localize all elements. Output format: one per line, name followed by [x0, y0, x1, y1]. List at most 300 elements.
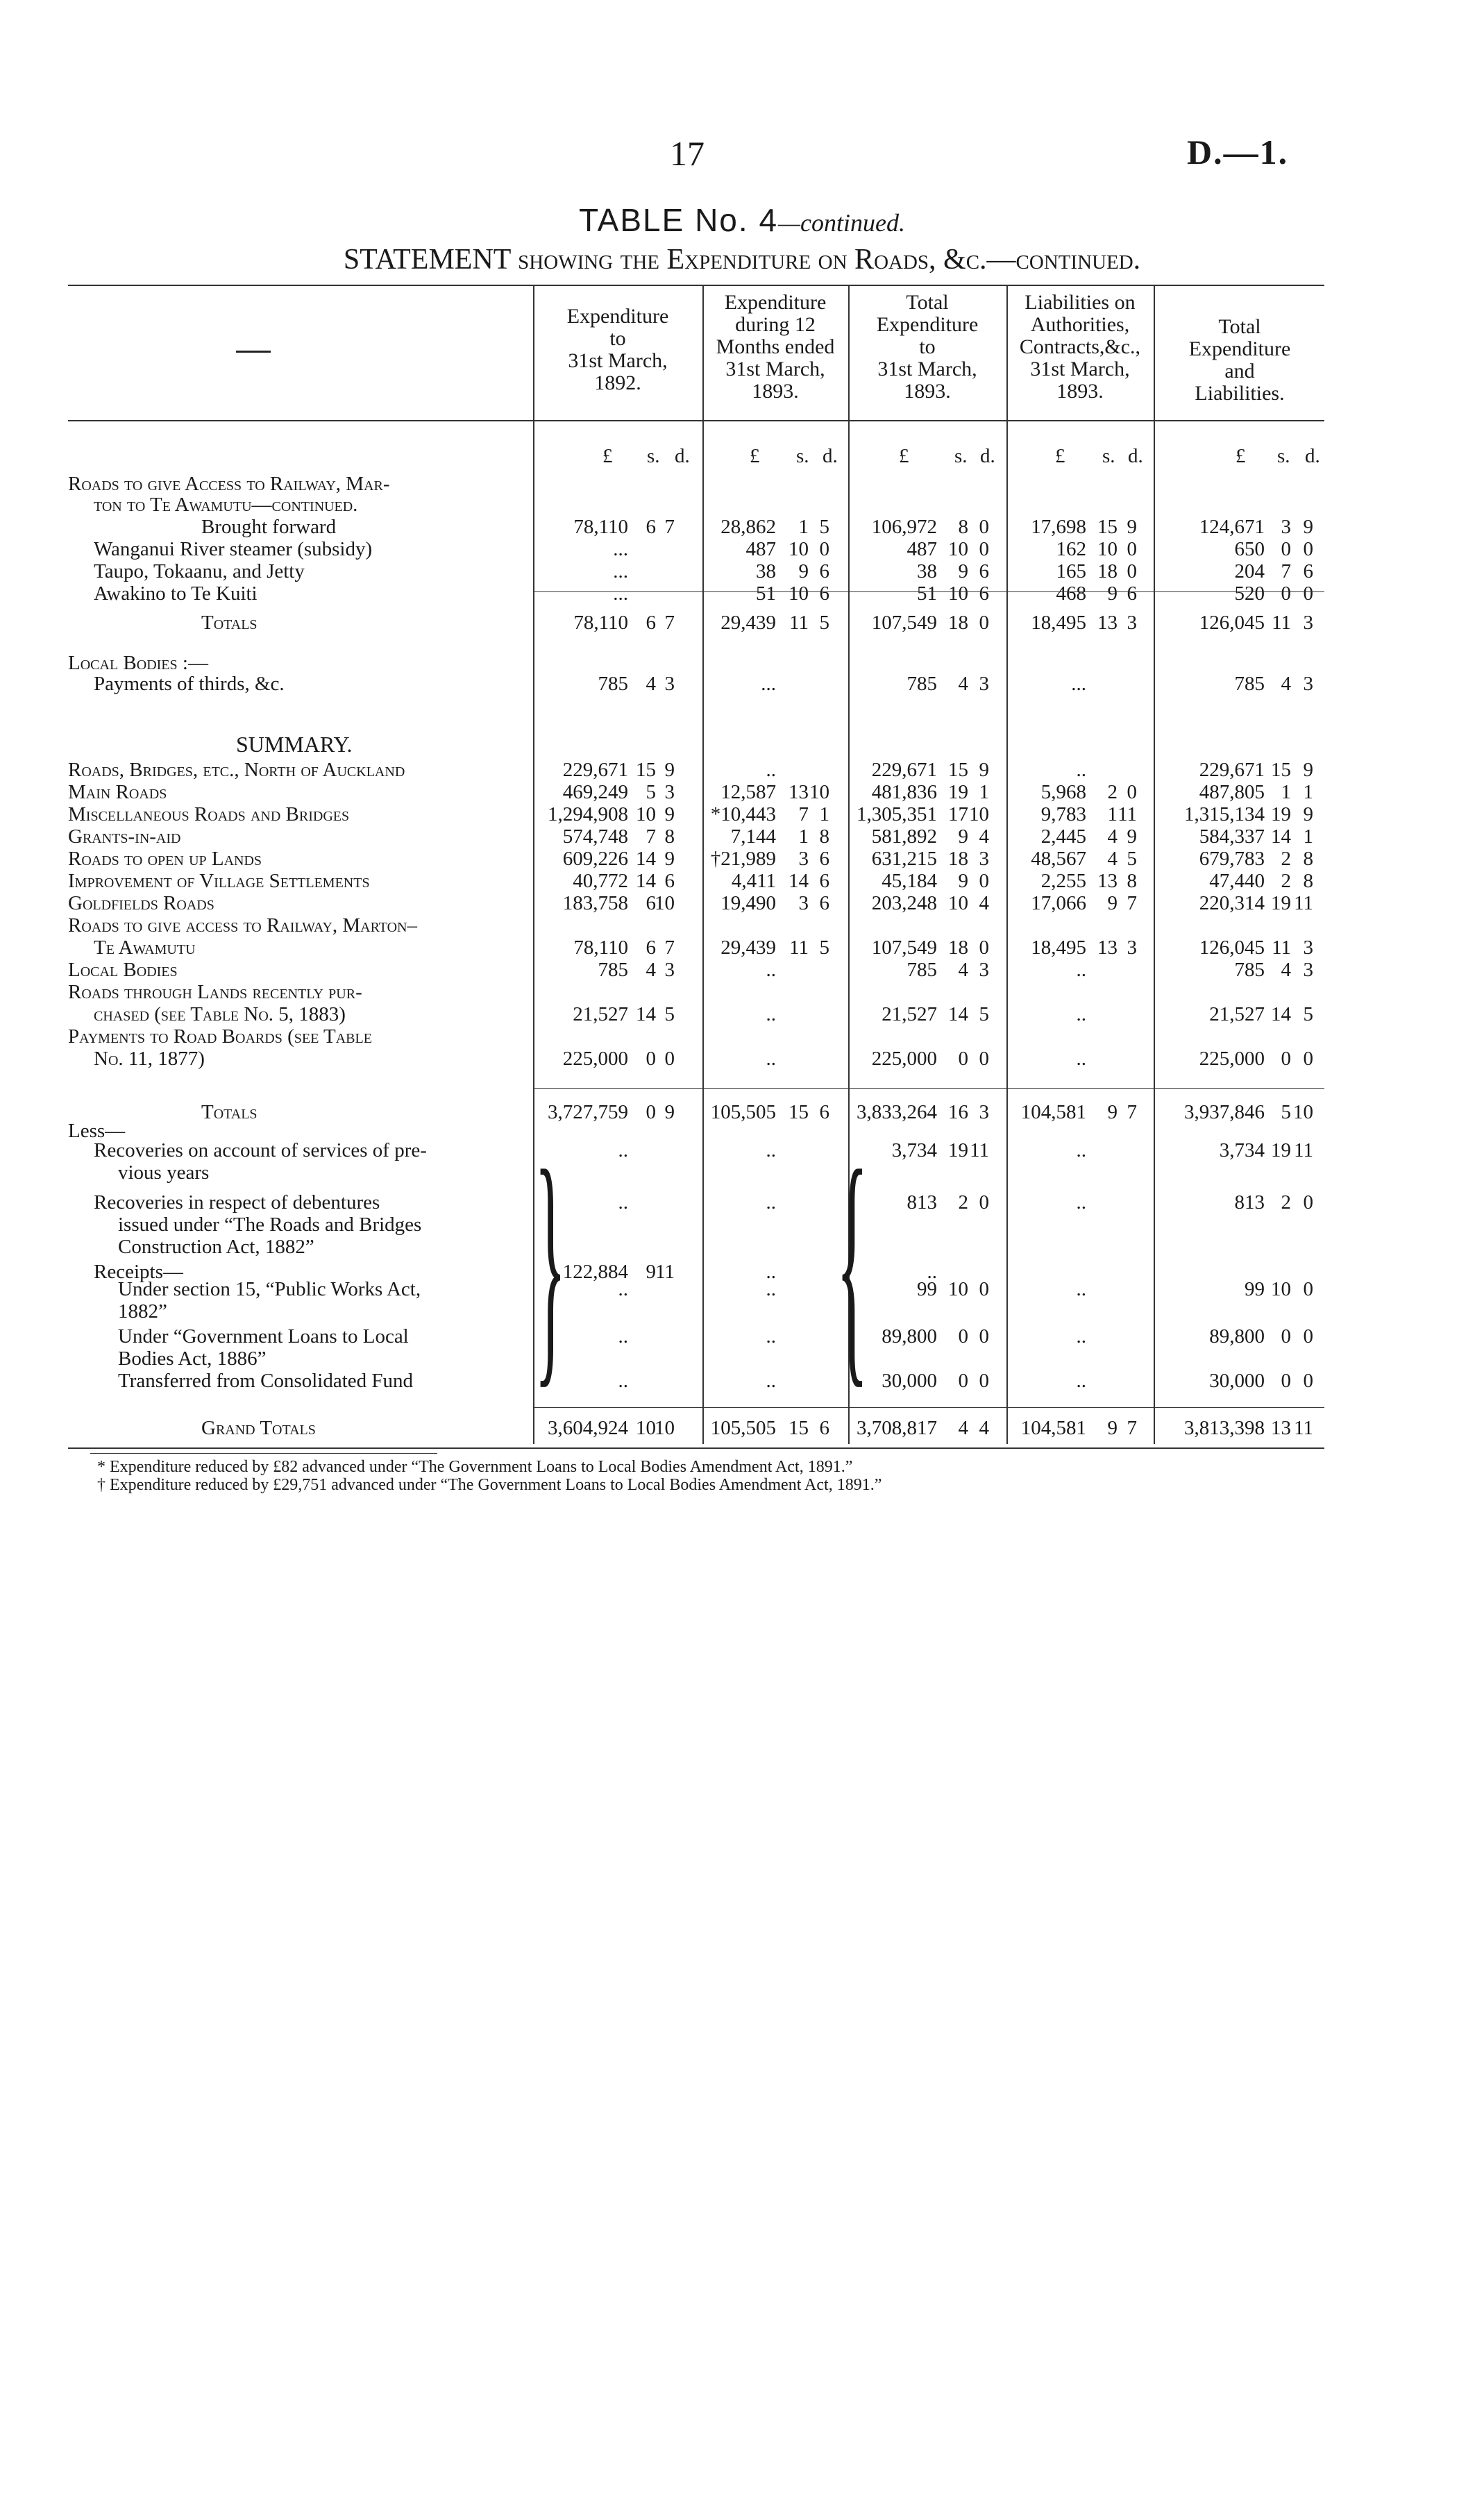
cell-pence: 10 [969, 803, 989, 825]
cell-pounds: 609,226 [562, 848, 628, 870]
cell-pounds: 17,066 [1031, 892, 1086, 914]
table-row [0, 1139, 1484, 1162]
cell-pounds: .. [766, 1048, 776, 1070]
cell-shillings: 9 [1107, 1417, 1118, 1439]
col4-h5: 1893. [1056, 380, 1104, 403]
cell-shillings: 0 [1281, 582, 1291, 605]
cell-pounds: 487 [907, 538, 937, 560]
cell-shillings: 13 [789, 781, 809, 803]
cell-pence: 8 [1303, 870, 1313, 892]
cell-pence: 0 [819, 538, 829, 560]
table-row [0, 847, 1484, 871]
col2-h1: Expenditure [724, 291, 827, 314]
cell-pence: 9 [1127, 825, 1137, 848]
cell-pounds: *10,443 [710, 803, 776, 825]
cell-shillings: 4 [646, 959, 656, 981]
row-label: Roads through Lands recently pur- [68, 981, 362, 1003]
cell-shillings: 19 [948, 781, 968, 803]
footnote-1: * Expenditure reduced by £82 advanced under “The Government Loans to Local Bodies Amendment Act, 1891.” [97, 1458, 853, 1476]
stub-dash [236, 351, 271, 353]
cell-shillings: 19 [1271, 1139, 1291, 1161]
cell-shillings: 4 [1281, 673, 1291, 695]
table-row [0, 1300, 1484, 1323]
cell-pounds: 1,315,134 [1184, 803, 1265, 825]
unit-l-4: £ [1055, 445, 1065, 467]
cell-pence: 8 [819, 825, 829, 848]
cell-pounds: 78,110 [573, 937, 628, 959]
row-label: Local Bodies :— [68, 652, 208, 674]
cell-pounds: .. [1076, 1003, 1086, 1025]
cell-pence: 9 [1127, 516, 1137, 538]
cell-shillings: 3 [798, 892, 809, 914]
cell-shillings: 11 [1272, 612, 1291, 634]
cell-pence: 8 [664, 825, 675, 848]
cell-pence: 3 [664, 781, 675, 803]
brace-left: } [534, 1117, 566, 1409]
cell-pence: 7 [1127, 892, 1137, 914]
cell-shillings: 9 [798, 560, 809, 582]
row-label: Less— [68, 1120, 126, 1142]
cell-shillings: 9 [958, 825, 968, 848]
cell-pounds: 78,110 [573, 612, 628, 634]
cell-pence: 3 [664, 959, 675, 981]
cell-shillings: 15 [1271, 759, 1291, 781]
cell-pence: 11 [1294, 892, 1313, 914]
cell-pounds: 487 [745, 538, 776, 560]
totals-rule-3 [534, 1407, 1324, 1408]
cell-pounds: 4,411 [731, 870, 776, 892]
cell-pounds: 225,000 [562, 1048, 628, 1070]
cell-pounds: 631,215 [871, 848, 937, 870]
row-label: Miscellaneous Roads and Bridges [68, 803, 350, 825]
cell-pounds: 220,314 [1199, 892, 1265, 914]
cell-pence: 3 [1303, 937, 1313, 959]
cell-pence: 11 [1294, 1139, 1313, 1161]
cell-pence: 6 [1303, 560, 1313, 582]
cell-shillings: 1 [1107, 803, 1118, 825]
cell-pounds: 3,604,924 [548, 1417, 628, 1439]
cell-shillings: 19 [1271, 892, 1291, 914]
cell-pounds: 78,110 [573, 516, 628, 538]
col3-h2: Expenditure [876, 313, 979, 336]
cell-pence: 11 [655, 1261, 675, 1283]
cell-pounds: .. [766, 1261, 776, 1283]
cell-pence: 3 [979, 1101, 989, 1123]
cell-pounds: ... [761, 673, 776, 695]
cell-pounds: 165 [1056, 560, 1086, 582]
cell-shillings: 4 [1281, 959, 1291, 981]
cell-pounds: 162 [1056, 538, 1086, 560]
cell-pence: 6 [664, 870, 675, 892]
cell-pounds: 3,734 [1219, 1139, 1265, 1161]
cell-pounds: 104,581 [1020, 1101, 1086, 1123]
cell-pounds: 469,249 [562, 781, 628, 803]
document-reference: D.—1. [1187, 133, 1289, 171]
cell-pounds: ... [613, 538, 628, 560]
cell-pounds: 89,800 [882, 1325, 937, 1348]
cell-pounds: 3,727,759 [548, 1101, 628, 1123]
cell-pounds: 99 [1245, 1278, 1265, 1300]
row-label: No. 11, 1877) [94, 1048, 205, 1070]
cell-pounds: 29,439 [720, 612, 776, 634]
cell-pounds: 29,439 [720, 937, 776, 959]
cell-pounds: 18,495 [1031, 612, 1086, 634]
col3-h3: to [919, 335, 936, 358]
unit-d-5: d. [1305, 445, 1320, 467]
cell-pence: 0 [1303, 582, 1313, 605]
cell-shillings: 4 [1107, 848, 1118, 870]
row-label: Local Bodies [68, 959, 178, 981]
col4-h2: Authorities, [1030, 313, 1130, 336]
table-row [0, 914, 1484, 937]
cell-shillings: 11 [789, 612, 809, 634]
cell-pounds: 813 [1234, 1191, 1265, 1214]
cell-pounds: 574,748 [562, 825, 628, 848]
cell-pence: 3 [979, 848, 989, 870]
cell-pounds: 203,248 [871, 892, 937, 914]
cell-shillings: 18 [948, 937, 968, 959]
cell-pounds: 21,527 [573, 1003, 628, 1025]
cell-shillings: 7 [1281, 560, 1291, 582]
cell-shillings: 13 [1097, 937, 1118, 959]
cell-pence: 4 [979, 1417, 989, 1439]
cell-shillings: 4 [958, 959, 968, 981]
cell-shillings: 4 [1107, 825, 1118, 848]
table-row [0, 472, 1484, 496]
cell-pounds: 3,833,264 [857, 1101, 937, 1123]
cell-shillings: 10 [948, 582, 968, 605]
row-label: Totals [201, 612, 258, 634]
col4-h4: 31st March, [1030, 358, 1130, 380]
table-row [0, 1325, 1484, 1348]
cell-pounds: 126,045 [1199, 937, 1265, 959]
cell-pence: 6 [979, 582, 989, 605]
row-label: chased (see Table No. 5, 1883) [94, 1003, 346, 1025]
cell-pence: 0 [1127, 560, 1137, 582]
cell-shillings: 11 [789, 937, 809, 959]
row-label: issued under “The Roads and Bridges [118, 1214, 422, 1236]
column-header-2 [704, 292, 847, 403]
cell-pounds: ... [613, 560, 628, 582]
cell-pence: 0 [1303, 1191, 1313, 1214]
cell-pounds: .. [618, 1139, 628, 1161]
cell-shillings: 1 [1281, 781, 1291, 803]
cell-shillings: 16 [948, 1101, 968, 1123]
cell-pounds: 30,000 [882, 1370, 937, 1392]
cell-shillings: 10 [1271, 1278, 1291, 1300]
cell-pounds: .. [766, 959, 776, 981]
cell-pounds: 785 [907, 673, 937, 695]
cell-pounds: 51 [917, 582, 937, 605]
row-label: Receipts— [94, 1261, 183, 1283]
cell-pence: 1 [1303, 825, 1313, 848]
cell-shillings: 11 [1272, 937, 1291, 959]
table-row [0, 515, 1484, 539]
cell-shillings: 6 [646, 892, 656, 914]
cell-pounds: 785 [907, 959, 937, 981]
table-row [0, 891, 1484, 915]
cell-shillings: 18 [948, 848, 968, 870]
cell-shillings: 10 [636, 803, 656, 825]
unit-s-1: s. [647, 445, 660, 467]
cell-pounds: ... [613, 582, 628, 605]
cell-pounds: 2,255 [1040, 870, 1086, 892]
cell-shillings: 10 [789, 582, 809, 605]
row-label: Under section 15, “Public Works Act, [118, 1278, 421, 1300]
cell-pence: 0 [979, 870, 989, 892]
col5-h3: and [1224, 360, 1255, 383]
cell-pounds: 40,772 [573, 870, 628, 892]
cell-pounds: ... [1071, 673, 1086, 695]
cell-pence: 3 [1303, 959, 1313, 981]
cell-pounds: 785 [598, 673, 628, 695]
cell-pounds: .. [927, 1261, 937, 1283]
column-header-1 [534, 305, 701, 394]
cell-pounds: 124,671 [1199, 516, 1265, 538]
cell-pence: 11 [1294, 1417, 1313, 1439]
cell-pounds: 785 [1234, 959, 1265, 981]
cell-pence: 3 [1303, 673, 1313, 695]
cell-shillings: 9 [958, 870, 968, 892]
cell-shillings: 2 [1107, 781, 1118, 803]
cell-pence: 10 [655, 1417, 675, 1439]
row-label: 1882” [118, 1300, 167, 1323]
cell-pence: 9 [1303, 803, 1313, 825]
cell-pounds: .. [1076, 959, 1086, 981]
cell-pence: 7 [1127, 1101, 1137, 1123]
row-label: Roads, Bridges, etc., North of Auckland [68, 759, 405, 781]
unit-d-2: d. [823, 445, 838, 467]
cell-pounds: 584,337 [1199, 825, 1265, 848]
cell-pence: 0 [664, 1048, 675, 1070]
cell-pounds: 17,698 [1031, 516, 1086, 538]
cell-pounds: 89,800 [1209, 1325, 1265, 1348]
column-header-4 [1008, 292, 1152, 403]
table-title-main: TABLE No. 4 [578, 202, 779, 238]
cell-pence: 7 [664, 516, 675, 538]
table-row [0, 1213, 1484, 1236]
cell-pence: 4 [979, 825, 989, 848]
cell-pounds: 38 [756, 560, 776, 582]
cell-shillings: 10 [636, 1417, 656, 1439]
page-number: 17 [670, 134, 705, 173]
cell-pounds: .. [766, 759, 776, 781]
row-label: Under “Government Loans to Local [118, 1325, 409, 1348]
table-row [0, 936, 1484, 959]
cell-pounds: 481,836 [871, 781, 937, 803]
table-row [0, 958, 1484, 982]
table-row [0, 651, 1484, 675]
row-label: Roads to open up Lands [68, 848, 262, 870]
cell-pence: 0 [979, 1048, 989, 1070]
cell-pounds: 229,671 [1199, 759, 1265, 781]
cell-pence: 0 [979, 1278, 989, 1300]
cell-pounds: 9,783 [1040, 803, 1086, 825]
cell-pence: 9 [664, 848, 675, 870]
cell-shillings: 13 [1097, 612, 1118, 634]
table-row [0, 493, 1484, 517]
cell-pounds: .. [618, 1278, 628, 1300]
table-row [0, 780, 1484, 804]
cell-pounds: 126,045 [1199, 612, 1265, 634]
cell-pounds: 104,581 [1020, 1417, 1086, 1439]
row-label: Main Roads [68, 781, 167, 803]
cell-pence: 0 [979, 1191, 989, 1214]
cell-pounds: .. [1076, 1048, 1086, 1070]
cell-pence: 0 [1303, 1278, 1313, 1300]
cell-pounds: 785 [598, 959, 628, 981]
table-row [0, 1277, 1484, 1301]
cell-pounds: .. [1076, 759, 1086, 781]
statement-title: STATEMENT showing the Expenditure on Roads, &c.—continued. [343, 244, 1141, 276]
table-row [0, 1416, 1484, 1440]
cell-pence: 7 [1127, 1417, 1137, 1439]
cell-shillings: 14 [636, 848, 656, 870]
cell-pence: 5 [819, 612, 829, 634]
unit-d-3: d. [980, 445, 995, 467]
totals-rule-1 [534, 591, 1324, 592]
cell-pounds: 21,527 [882, 1003, 937, 1025]
cell-pence: 5 [1303, 1003, 1313, 1025]
cell-pounds: 3,708,817 [857, 1417, 937, 1439]
row-label: Taupo, Tokaanu, and Jetty [94, 560, 305, 582]
cell-shillings: 15 [789, 1417, 809, 1439]
cell-shillings: 6 [646, 516, 656, 538]
col3-h5: 1893. [904, 380, 951, 403]
cell-shillings: 10 [948, 1278, 968, 1300]
cell-pounds: 7,144 [730, 825, 776, 848]
cell-pounds: 19,490 [720, 892, 776, 914]
col5-h2: Expenditure [1188, 337, 1291, 360]
cell-pounds: .. [766, 1325, 776, 1348]
table-row [0, 825, 1484, 848]
cell-pence: 8 [1303, 848, 1313, 870]
cell-pence: 9 [1303, 759, 1313, 781]
cell-shillings: 14 [789, 870, 809, 892]
cell-shillings: 4 [646, 673, 656, 695]
cell-shillings: 7 [798, 803, 809, 825]
col4-h3: Contracts,&c., [1019, 335, 1141, 358]
cell-shillings: 0 [1281, 1370, 1291, 1392]
cell-pence: 5 [979, 1003, 989, 1025]
cell-shillings: 13 [1097, 870, 1118, 892]
row-label: Wanganui River steamer (subsidy) [94, 538, 373, 560]
cell-shillings: 19 [948, 1139, 968, 1161]
cell-shillings: 2 [1281, 1191, 1291, 1214]
table-row [0, 582, 1484, 605]
cell-shillings: 6 [646, 937, 656, 959]
cell-pounds: 105,505 [710, 1417, 776, 1439]
cell-pence: 6 [1127, 582, 1137, 605]
cell-pounds: .. [766, 1191, 776, 1214]
cell-pence: 0 [979, 1370, 989, 1392]
cell-pounds: .. [766, 1139, 776, 1161]
cell-shillings: 7 [646, 825, 656, 848]
col4-h1: Liabilities on [1025, 291, 1136, 314]
cell-pence: 0 [1127, 538, 1137, 560]
cell-pence: 0 [979, 1325, 989, 1348]
cell-pence: 0 [979, 937, 989, 959]
col2-h2: during 12 [735, 313, 816, 336]
table-row [0, 1025, 1484, 1048]
cell-shillings: 9 [1107, 892, 1118, 914]
cell-pence: 5 [664, 1003, 675, 1025]
cell-shillings: 3 [1281, 516, 1291, 538]
cell-pounds: 21,527 [1209, 1003, 1265, 1025]
row-label: Roads to give Access to Railway, Mar- [68, 473, 390, 495]
brace-right: { [836, 1117, 868, 1409]
cell-shillings: 10 [948, 892, 968, 914]
cell-pence: 5 [1127, 848, 1137, 870]
cell-pounds: 2,445 [1040, 825, 1086, 848]
table-row [0, 1161, 1484, 1184]
unit-d-1: d. [675, 445, 690, 467]
cell-pounds: .. [766, 1370, 776, 1392]
table-row [0, 537, 1484, 561]
cell-shillings: 15 [789, 1101, 809, 1123]
cell-pence: 0 [1303, 1370, 1313, 1392]
cell-pence: 3 [1127, 937, 1137, 959]
cell-pounds: 204 [1234, 560, 1265, 582]
table-row [0, 732, 1484, 756]
cell-pounds: 1,294,908 [548, 803, 628, 825]
col5-h1: Total [1218, 315, 1261, 338]
header-rule [68, 420, 1324, 421]
table-row [0, 560, 1484, 583]
cell-shillings: 10 [1097, 538, 1118, 560]
cell-shillings: 2 [1281, 848, 1291, 870]
cell-pounds: 225,000 [871, 1048, 937, 1070]
table-row [0, 1347, 1484, 1370]
cell-pence: 6 [819, 560, 829, 582]
cell-pounds: 107,549 [871, 612, 937, 634]
cell-pence: 11 [970, 1139, 989, 1161]
cell-pounds: .. [1076, 1278, 1086, 1300]
cell-pence: 0 [979, 516, 989, 538]
cell-shillings: 17 [948, 803, 968, 825]
cell-pounds: 468 [1056, 582, 1086, 605]
col2-h3: Months ended [716, 335, 835, 358]
cell-shillings: 2 [958, 1191, 968, 1214]
cell-pence: 1 [819, 803, 829, 825]
cell-shillings: 9 [1107, 1101, 1118, 1123]
cell-pence: 10 [1293, 1101, 1313, 1123]
row-label: vious years [118, 1161, 210, 1184]
column-header-3 [850, 292, 1005, 403]
cell-pounds: 785 [1234, 673, 1265, 695]
cell-shillings: 0 [1281, 1325, 1291, 1348]
cell-pounds: 225,000 [1199, 1048, 1265, 1070]
cell-pounds: .. [618, 1191, 628, 1214]
table-row [0, 1235, 1484, 1259]
cell-pence: 9 [664, 759, 675, 781]
row-label: Improvement of Village Settlements [68, 870, 370, 892]
cell-pence: 3 [664, 673, 675, 695]
col2-h5: 1893. [752, 380, 799, 403]
row-label: Recoveries in respect of debentures [94, 1191, 380, 1214]
unit-l-2: £ [750, 445, 760, 467]
cell-shillings: 14 [1271, 1003, 1291, 1025]
cell-pounds: 30,000 [1209, 1370, 1265, 1392]
cell-pounds: 650 [1234, 538, 1265, 560]
cell-shillings: 19 [1271, 803, 1291, 825]
row-label: Te Awamutu [94, 937, 196, 959]
row-label: ton to Te Awamutu—continued. [94, 494, 358, 516]
cell-shillings: 8 [958, 516, 968, 538]
row-label: Transferred from Consolidated Fund [118, 1370, 414, 1392]
row-label: Totals [201, 1101, 258, 1123]
row-label: Payments to Road Boards (see Table [68, 1025, 372, 1048]
